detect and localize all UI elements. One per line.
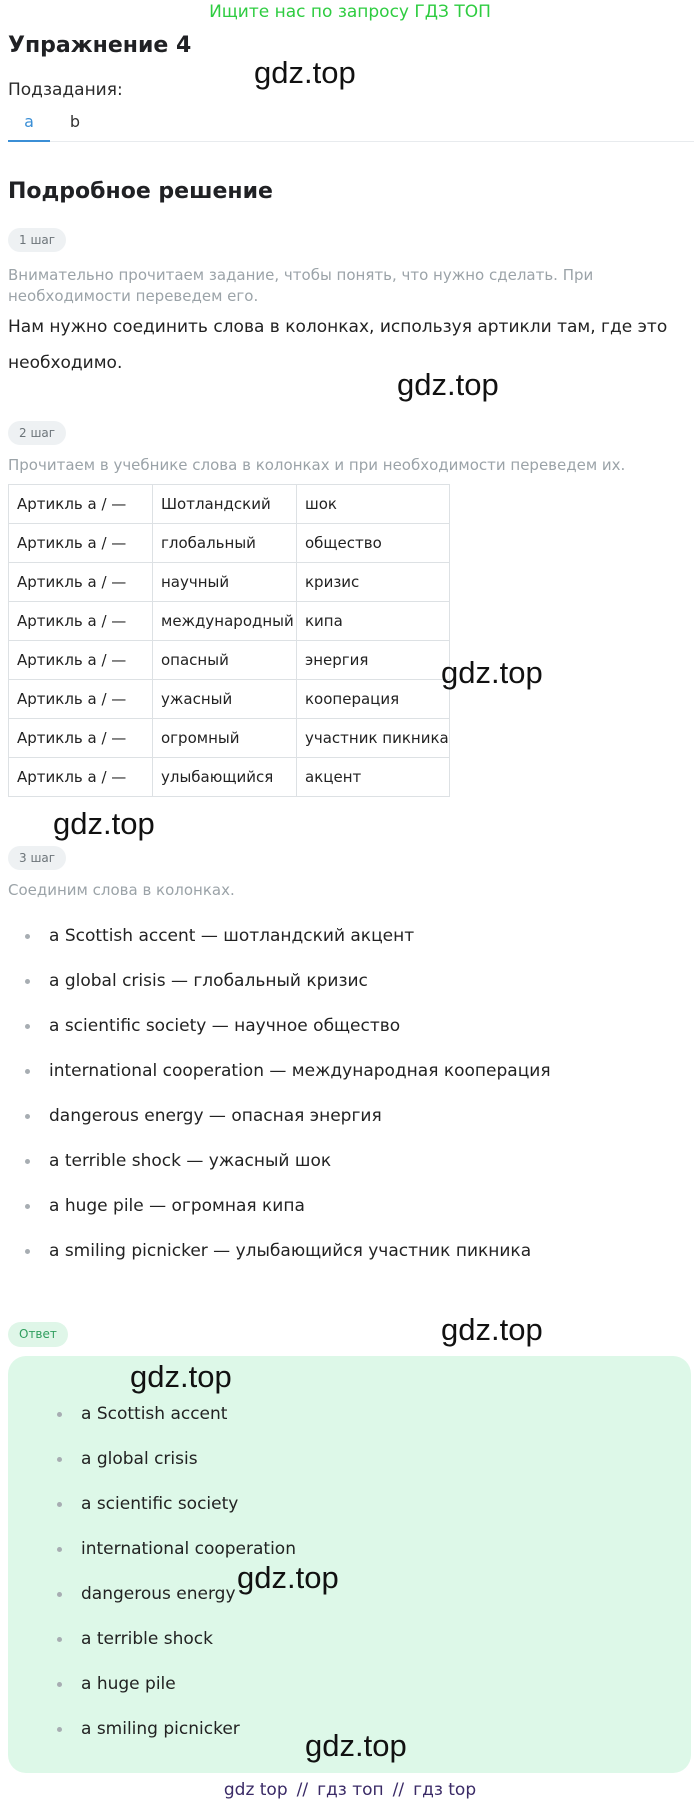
bullet-dot-icon <box>57 1727 62 1732</box>
list-item-text: dangerous energy — опасная энергия <box>49 1106 382 1126</box>
bullet-dot-icon <box>25 1069 30 1074</box>
footer-separator: // <box>392 1780 405 1800</box>
list-item <box>22 1103 551 1148</box>
watermark: gdz.top <box>305 1728 407 1763</box>
tab-b[interactable]: b <box>69 112 81 131</box>
step-2-note: Прочитаем в учебнике слова в колонках и при необходимости переведем их. <box>8 456 626 474</box>
footer-link-gdz-top-mixed[interactable]: гдз top <box>413 1780 477 1800</box>
bullet-dot-icon <box>57 1412 62 1417</box>
bullet-dot-icon <box>57 1457 62 1462</box>
solution-title: Подробное решение <box>8 179 273 204</box>
table-row <box>9 485 450 524</box>
noun-cell: энергия <box>297 641 450 680</box>
subtask-tabs <box>8 111 694 142</box>
tab-a[interactable]: a <box>8 111 50 142</box>
table-row <box>9 524 450 563</box>
list-item <box>54 1401 296 1446</box>
exercise-title: Упражнение 4 <box>8 33 192 58</box>
bullet-dot-icon <box>25 934 30 939</box>
answer-item-text: a terrible shock <box>81 1629 213 1649</box>
answer-item-text: a smiling picnicker <box>81 1719 240 1739</box>
adjective-cell: огромный <box>153 719 297 758</box>
noun-cell: кризис <box>297 563 450 602</box>
list-item-text: a terrible shock — ужасный шок <box>49 1151 332 1171</box>
list-item <box>22 968 551 1013</box>
adjective-cell: глобальный <box>153 524 297 563</box>
answer-item-text: a Scottish accent <box>81 1404 228 1424</box>
list-item-text: a smiling picnicker — улыбающийся участник пикника <box>49 1241 532 1261</box>
answer-item-text: a huge pile <box>81 1674 176 1694</box>
list-item-text: a scientific society — научное общество <box>49 1016 401 1036</box>
matched-words-list <box>22 923 551 1283</box>
article-cell: Артикль a / — <box>9 602 153 641</box>
answer-item-text: a scientific society <box>81 1494 239 1514</box>
article-cell: Артикль a / — <box>9 758 153 797</box>
list-item <box>54 1446 296 1491</box>
step-3-note: Соединим слова в колонках. <box>8 881 235 899</box>
adjective-cell: Шотландский <box>153 485 297 524</box>
bullet-dot-icon <box>25 1204 30 1209</box>
adjective-cell: опасный <box>153 641 297 680</box>
bullet-dot-icon <box>57 1592 62 1597</box>
footer-link-gdz-top-ru[interactable]: гдз топ <box>317 1780 384 1800</box>
list-item <box>22 1058 551 1103</box>
step-1-text: Нам нужно соединить слова в колонках, используя артикли там, где это необходимо. <box>8 317 668 373</box>
watermark: gdz.top <box>441 655 543 690</box>
list-item <box>54 1716 296 1761</box>
list-item-text: international cooperation — международная кооперация <box>49 1061 551 1081</box>
table-row <box>9 758 450 797</box>
answer-item-text: a global crisis <box>81 1449 198 1469</box>
bullet-dot-icon <box>25 1159 30 1164</box>
bullet-dot-icon <box>57 1682 62 1687</box>
noun-cell: участник пикника <box>297 719 450 758</box>
bullet-dot-icon <box>57 1547 62 1552</box>
list-item <box>22 923 551 968</box>
table-row <box>9 719 450 758</box>
adjective-cell: научный <box>153 563 297 602</box>
bullet-dot-icon <box>25 1114 30 1119</box>
noun-cell: кооперация <box>297 680 450 719</box>
footer-link-gdz-top[interactable]: gdz top <box>223 1780 288 1800</box>
article-cell: Артикль a / — <box>9 485 153 524</box>
list-item <box>22 1238 551 1283</box>
words-table <box>8 484 450 797</box>
noun-cell: шок <box>297 485 450 524</box>
step-1-note: Внимательно прочитаем задание, чтобы понять, что нужно сделать. При необходимости переведем его. <box>8 266 594 305</box>
bullet-dot-icon <box>25 1024 30 1029</box>
list-item <box>22 1013 551 1058</box>
noun-cell: акцент <box>297 758 450 797</box>
list-item <box>22 1193 551 1238</box>
article-cell: Артикль a / — <box>9 563 153 602</box>
article-cell: Артикль a / — <box>9 680 153 719</box>
watermark: gdz.top <box>53 806 155 841</box>
list-item-text: a global crisis — глобальный кризис <box>49 971 368 991</box>
step-2-badge: 2 шаг <box>8 421 66 445</box>
bullet-dot-icon <box>57 1637 62 1642</box>
watermark: gdz.top <box>237 1560 339 1595</box>
adjective-cell: улыбающийся <box>153 758 297 797</box>
noun-cell: кипа <box>297 602 450 641</box>
list-item <box>54 1671 296 1716</box>
list-item <box>54 1626 296 1671</box>
list-item-text: a Scottish accent — шотландский акцент <box>49 926 415 946</box>
article-cell: Артикль a / — <box>9 719 153 758</box>
step-1-badge: 1 шаг <box>8 228 66 252</box>
watermark: gdz.top <box>397 367 499 402</box>
table-row <box>9 680 450 719</box>
footer-separator: // <box>296 1780 309 1800</box>
bullet-dot-icon <box>25 1249 30 1254</box>
step-3-badge: 3 шаг <box>8 846 66 870</box>
table-row <box>9 602 450 641</box>
list-item-text: a huge pile — огромная кипа <box>49 1196 305 1216</box>
noun-cell: общество <box>297 524 450 563</box>
watermark: gdz.top <box>441 1312 543 1347</box>
list-item <box>22 1148 551 1193</box>
article-cell: Артикль a / — <box>9 641 153 680</box>
adjective-cell: международный <box>153 602 297 641</box>
table-row <box>9 641 450 680</box>
search-banner: Ищите нас по запросу ГДЗ ТОП <box>209 2 491 22</box>
bullet-dot-icon <box>57 1502 62 1507</box>
list-item <box>54 1491 296 1536</box>
subtasks-label: Подзадания: <box>8 80 123 100</box>
watermark: gdz.top <box>130 1359 232 1394</box>
answer-item-text: international cooperation <box>81 1539 296 1559</box>
answer-item-text: dangerous energy <box>81 1584 236 1604</box>
watermark: gdz.top <box>254 55 356 90</box>
table-row <box>9 563 450 602</box>
answer-badge: Ответ <box>8 1322 68 1347</box>
article-cell: Артикль a / — <box>9 524 153 563</box>
adjective-cell: ужасный <box>153 680 297 719</box>
footer <box>0 1779 700 1801</box>
bullet-dot-icon <box>25 979 30 984</box>
